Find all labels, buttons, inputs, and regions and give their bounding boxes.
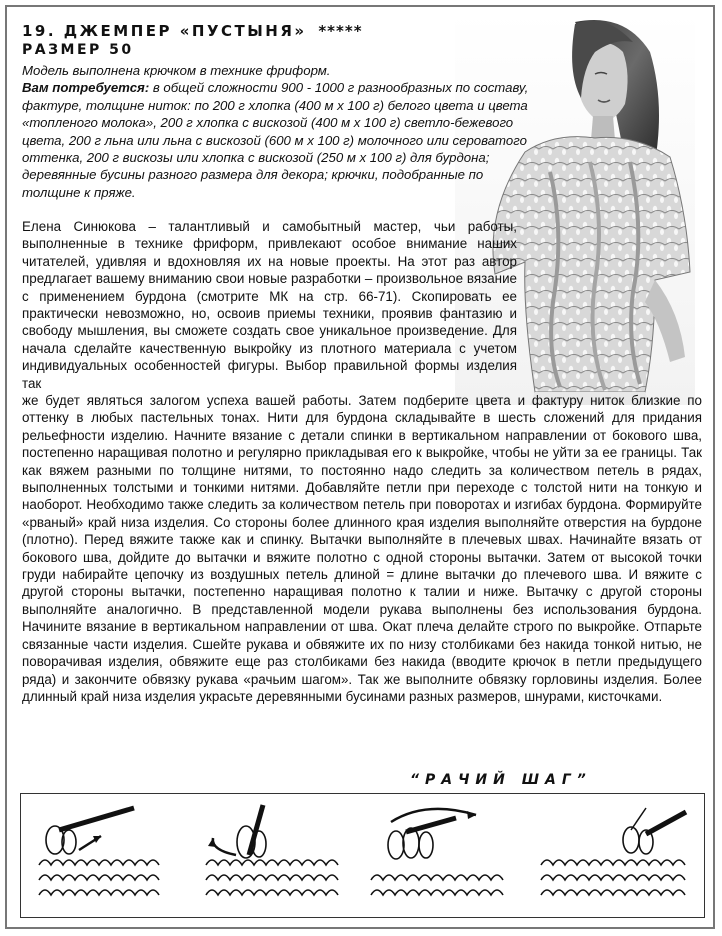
article-title xyxy=(22,22,363,40)
body-paragraph-bottom: же будет являться залогом успеха вашей работы. Затем подберите цвета и фактуру ниток близкие по оттенку в любых пастельных тонах. Нити для бурдона складывайте в шесть сложений для придания рельефности изделию. Начните вязание с детали спинки в вертикальном направлении от бокового шва, постепенно наращивая полотно и регулярно прикладывая его к выкройке, чтобы не уйти за ее границы. Так как вяжем разными по толщине нитями, то постоянно надо следить за количеством петель в рядах, выполненных толстыми и тонкими нитями. Добавляйте петли при переходе с толстой нити на тонкую и наоборот. Необходимо также следить за количеством петель при поворотах и изгибах бурдона. Формируйте «рваный» край низа изделия. Со стороны более длинного края изделия выполняйте отверстия на бурдоне (плотно). Перед вяжите также как и спинку. Вытачки выполняйте в плечевых швах. Начинайте вязать от бокового шва, дойдите до вытачки и вяжите полотно с одной стороны вытачки. Затем от высокой точки груди набирайте цепочку из воздушных петель длиной = длине вытачки до плечевого шва. И вяжите с другой стороны вытачки, постепенно наращивая полотно к талии и ниже. Вытачку с другой стороны выполняйте аналогично. В представленной модели рукава выполнены без использования бурдона. Начините вязание в вертикальном направлении от шва. Окат плеча делайте строго по выкройке. Отпарьте связанные части изделия. Сшейте рукава и обвяжите их по низу столбиками без накида тонкой нитью, не поворачивая изделия, обвяжите еще раз столбиками без накида (вводите крючок в петли предыдущего ряда) и закончите обвязку рукава «рачьим шагом». Так же выполните обвязку горловины изделия. Более длинный край низа изделия украсьте деревянными бусинами разных размеров, шнурами, кисточками. xyxy=(22,393,702,704)
diagram-step-1 xyxy=(29,800,189,912)
diagram-step-4 xyxy=(536,800,696,912)
intro-block xyxy=(22,62,537,201)
scheme-title: “РАЧИЙ ШАГ” xyxy=(410,772,592,788)
difficulty-rating: ***** xyxy=(318,22,363,40)
size-label: РАЗМЕР 50 xyxy=(22,42,134,58)
model-note: Модель выполнена крючком в технике фриформ. xyxy=(22,63,331,78)
materials-label: Вам потребуется: xyxy=(22,80,150,96)
diagram-step-2 xyxy=(201,800,361,912)
materials-text: в общей сложности 900 - 1000 г разнообразных по составу, фактуре, толщине ниток: по 200 г хлопка (400 м х 100 г) белого цвета и цвета «топленого молока», 200 г хлопка с вискозой (400 м х 100 г) светло-бежевого цвета, 200 г льна или льна с вискозой (600 м х 100 г) молочного или сероватого оттенка, 200 г вискозы или хлопка с вискозой (250 м х 100 г) для бурдона; деревянные бусины разного размера для декора; крючки, подобранные по толщине к пряже. xyxy=(22,80,529,200)
crochet-diagrams xyxy=(20,793,705,918)
title-text: 19. ДЖЕМПЕР «ПУСТЫНЯ» xyxy=(22,22,307,40)
materials xyxy=(22,79,537,201)
diagram-step-3 xyxy=(366,800,526,912)
body-paragraph-top: Елена Синюкова – талантливый и самобытный мастер, чьи работы, выполненные в технике фриформ, привлекают особое внимание наших читателей, удивляя и вдохновляя их на новые проекты. На этот раз автор предлагает вашему вниманию свои новые разработки – произвольное вязание с применением бурдона (смотрите МК на стр. 66-71). Скопировать ее практически невозможно, но, освоив приемы техники, проявив фантазию и свободу мышления, вы сможете создать свое уникальное произведение. Для начала сделайте качественную выкройку из плотного материала с учетом индивидуальных особенностей фигуры. Выбор правильной формы изделия так xyxy=(22,219,517,391)
